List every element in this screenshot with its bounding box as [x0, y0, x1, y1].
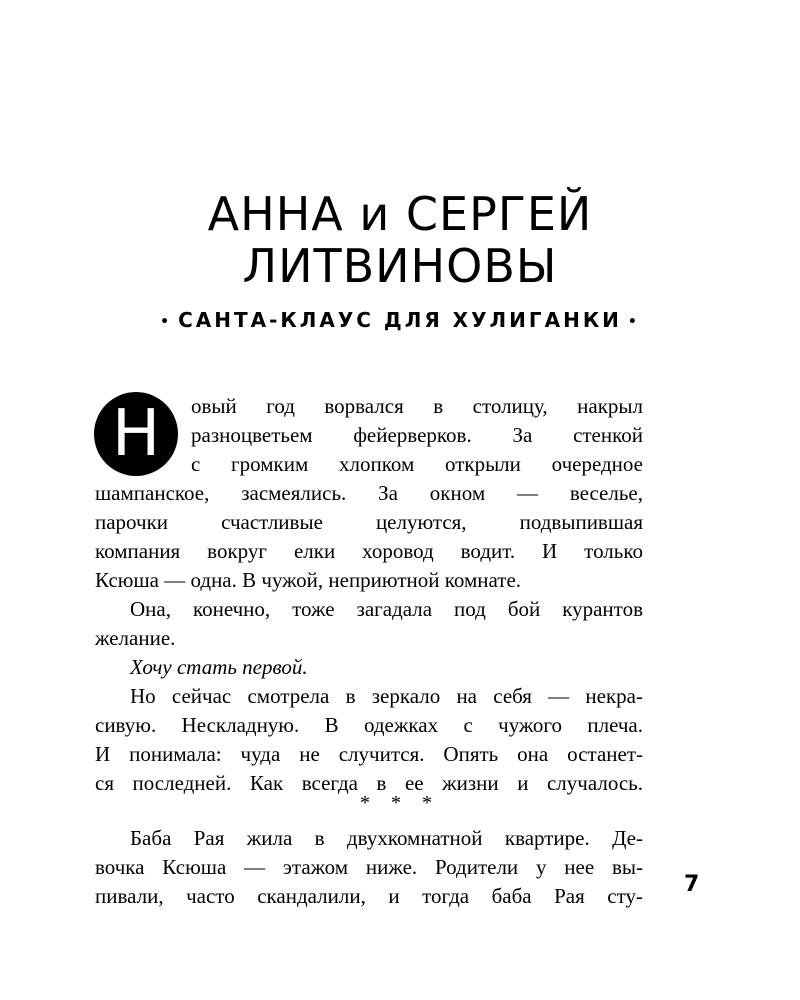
paragraph-5	[95, 824, 643, 911]
book-title-text: САНТА-КЛАУС ДЛЯ ХУЛИГАНКИ	[178, 308, 622, 332]
italic-thought: Хочу стать первой.	[130, 655, 308, 679]
text-line: шампанское, засмеялись. За окном — веселье,	[95, 481, 643, 505]
bullet-left: •	[160, 313, 173, 330]
authors-line-2: ЛИТВИНОВЫ	[242, 239, 558, 293]
text-line: пивали, часто скандалили, и тогда баба Рая сту-	[95, 884, 643, 908]
text-line: ся последней. Как всегда в ее жизни и случалось.	[95, 771, 643, 795]
book-authors	[0, 188, 800, 292]
text-line: с громким хлопком открыли очередное	[191, 452, 643, 476]
text-line: компания вокруг елки хоровод водит. И только	[95, 539, 643, 563]
paragraph-4	[95, 682, 643, 798]
paragraph-3	[95, 624, 643, 682]
text-line: Она, конечно, тоже загадала под бой курантов	[130, 597, 643, 621]
text-line: сивую. Нескладную. В одежках с чужого плеча.	[95, 713, 643, 737]
text-line: овый год ворвался в столицу, накрыл	[191, 394, 643, 418]
text-line: парочки счастливые целуются, подвыпившая	[95, 510, 643, 534]
page-number: 7	[684, 872, 700, 897]
book-title	[0, 307, 800, 335]
text-line: Баба Рая жила в двухкомнатной квартире. Де-	[130, 826, 643, 850]
text-line: разноцветьем фейерверков. За стенкой	[191, 423, 643, 447]
authors-line-1: АННА и СЕРГЕЙ	[207, 187, 593, 241]
section-separator: * * *	[360, 792, 440, 814]
paragraph-1	[95, 392, 643, 595]
text-line: И понимала: чуда не случится. Опять она останет-	[95, 742, 643, 766]
drop-cap: Н	[94, 392, 178, 476]
text-line: Ксюша — одна. В чужой, неприютной комнате.	[95, 568, 522, 592]
text-line: вочка Ксюша — этажом ниже. Родители у нее вы-	[95, 855, 643, 879]
text-line: Но сейчас смотрела в зеркало на себя — некра-	[130, 684, 643, 708]
text-line: желание.	[95, 626, 176, 650]
bullet-right: •	[627, 313, 640, 330]
